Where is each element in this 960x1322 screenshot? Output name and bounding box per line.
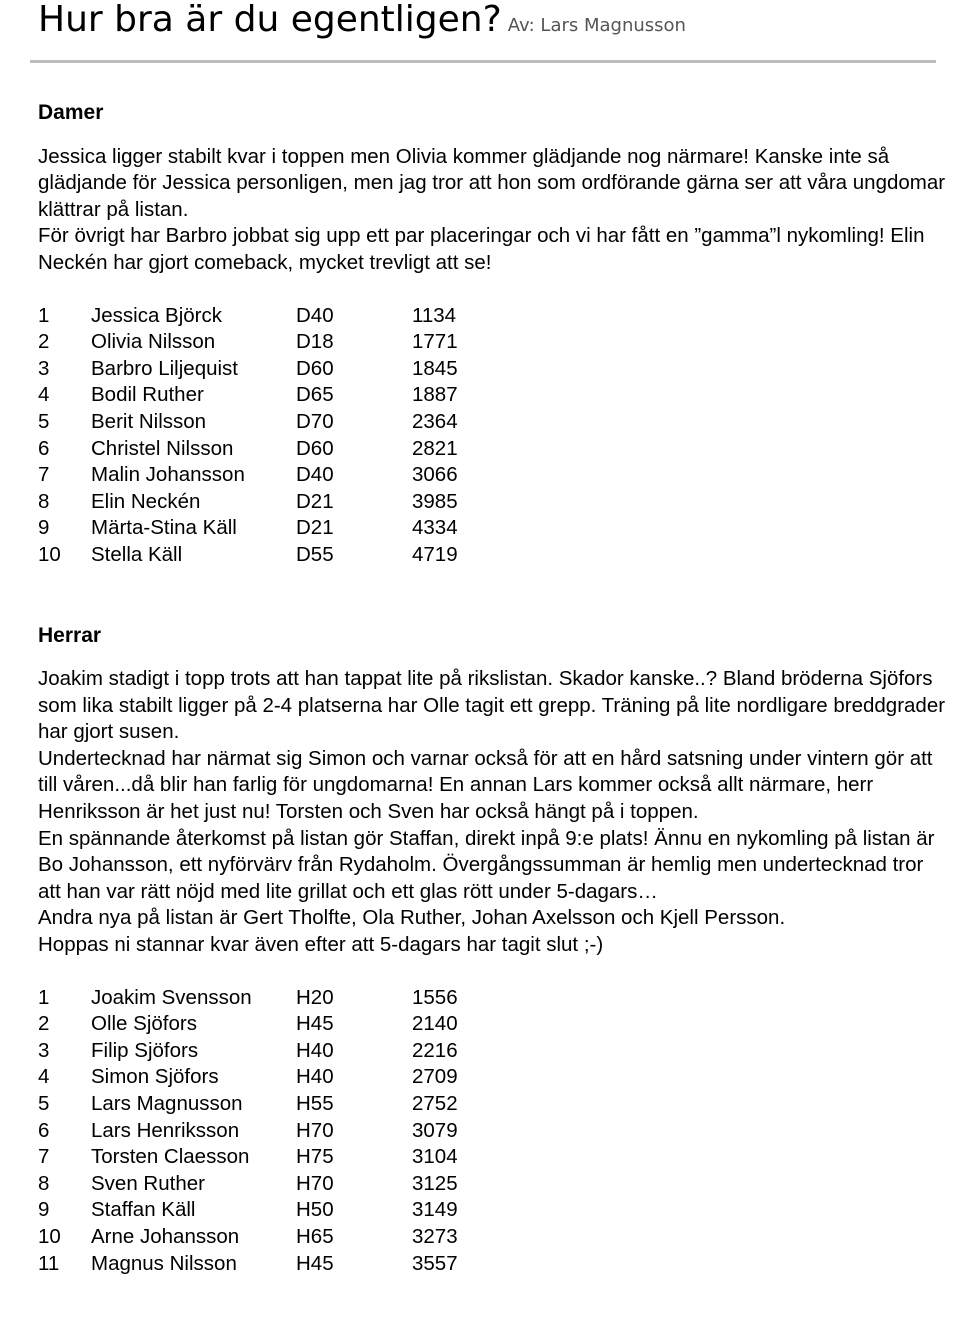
ranking-row <box>38 1064 948 1091</box>
runner-class: D18 <box>296 330 334 354</box>
ranking-row <box>38 382 948 409</box>
rank: 8 <box>38 1171 50 1195</box>
runner-name: Stella Käll <box>91 542 183 566</box>
herrar-paragraph: Hoppas ni stannar kvar även efter att 5-dagars har tagit slut ;-) <box>38 933 604 957</box>
rank: 7 <box>38 463 50 487</box>
ranking-row <box>38 1011 948 1038</box>
damer-paragraph: Jessica ligger stabilt kvar i toppen men Olivia kommer glädjande nog närmare! Kanske inte så glädjande för Jessica personligen, men jag tror att hon som ordförande gärna ser att våra ungdomar klättrar på listan. <box>38 144 946 221</box>
runner-name: Lars Henriksson <box>91 1118 240 1142</box>
runner-class: H55 <box>296 1092 334 1115</box>
ranking-row <box>38 462 948 489</box>
rank: 2 <box>38 1012 50 1036</box>
rank: 3 <box>38 1038 50 1062</box>
herrar-paragraph: En spännande återkomst på listan gör Staffan, direkt inpå 9:e plats! Ännu en nykomling på listan är Bo Johansson, ett nyförvärv från Rydaholm. Övergångssumman är hemlig men undertecknad tror att han var rätt nöjd med lite grillat och ett glas rött under 5-dagars… <box>38 826 935 903</box>
runner-points: 2709 <box>412 1065 458 1089</box>
ranking-row <box>38 1091 948 1118</box>
runner-points: 3125 <box>412 1171 458 1195</box>
runner-class: D40 <box>296 463 334 487</box>
runner-points: 4719 <box>412 542 458 566</box>
runner-class: D21 <box>296 489 334 513</box>
page-header <box>0 0 960 64</box>
ranking-row <box>38 515 948 542</box>
rank: 8 <box>38 489 50 513</box>
ranking-row <box>38 1171 948 1198</box>
runner-name: Staffan Käll <box>91 1198 196 1222</box>
runner-class: D40 <box>296 303 334 327</box>
spacer <box>38 569 948 623</box>
runner-class: H40 <box>296 1038 334 1062</box>
runner-class: D65 <box>296 383 334 407</box>
runner-class: H75 <box>296 1145 334 1169</box>
ranking-row <box>38 1251 948 1278</box>
runner-points: 1845 <box>412 356 458 380</box>
rank: 3 <box>38 356 50 380</box>
ranking-row <box>38 356 948 383</box>
damer-heading: Damer <box>38 101 104 124</box>
runner-name: Berit Nilsson <box>91 409 207 433</box>
runner-points: 1771 <box>412 330 458 354</box>
runner-points: 1887 <box>412 383 458 407</box>
spacer <box>38 649 948 666</box>
runner-name: Lars Magnusson <box>91 1092 243 1115</box>
rank: 5 <box>38 1092 50 1115</box>
ranking-row <box>38 1224 948 1251</box>
runner-name: Christel Nilsson <box>91 436 234 460</box>
rank: 4 <box>38 1065 50 1089</box>
damer-ranking-list <box>38 303 948 569</box>
ranking-row <box>38 489 948 516</box>
ranking-row <box>38 436 948 463</box>
rank: 4 <box>38 383 50 407</box>
runner-class: H20 <box>296 985 334 1009</box>
herrar-section <box>38 623 948 1278</box>
article-body <box>38 100 948 1277</box>
runner-class: H45 <box>296 1251 334 1275</box>
runner-name: Malin Johansson <box>91 463 245 487</box>
runner-class: H70 <box>296 1118 334 1142</box>
runner-points: 3273 <box>412 1224 458 1248</box>
rank: 10 <box>38 542 61 566</box>
rank: 2 <box>38 330 50 354</box>
runner-class: D60 <box>296 356 334 380</box>
runner-points: 2140 <box>412 1012 458 1036</box>
runner-class: H50 <box>296 1198 334 1222</box>
runner-points: 2364 <box>412 409 458 433</box>
herrar-paragraph: Joakim stadigt i topp trots att han tappat lite på rikslistan. Skador kanske..? Bland bröderna Sjöfors som lika stabilt ligger på 2-4 platserna har Olle tagit ett grepp. Träning på lite nordligare breddgrader har gjort susen. <box>38 667 946 744</box>
runner-points: 3557 <box>412 1251 458 1275</box>
runner-points: 2216 <box>412 1038 458 1062</box>
runner-class: H40 <box>296 1065 334 1089</box>
runner-name: Torsten Claesson <box>91 1145 250 1169</box>
byline: Av: Lars Magnusson <box>507 15 686 36</box>
runner-class: H65 <box>296 1224 334 1248</box>
runner-name: Olle Sjöfors <box>91 1012 197 1036</box>
runner-name: Märta-Stina Käll <box>91 516 237 540</box>
runner-name: Barbro Liljequist <box>91 356 238 380</box>
runner-class: H45 <box>296 1012 334 1036</box>
runner-points: 3079 <box>412 1118 458 1142</box>
ranking-row <box>38 1144 948 1171</box>
ranking-row <box>38 329 948 356</box>
page-title: Hur bra är du egentligen? <box>38 0 502 40</box>
rank: 7 <box>38 1145 50 1169</box>
runner-points: 3104 <box>412 1145 458 1169</box>
ranking-row <box>38 542 948 569</box>
runner-points: 2821 <box>412 436 458 460</box>
runner-name: Bodil Ruther <box>91 383 204 407</box>
ranking-row <box>38 1197 948 1224</box>
runner-points: 3985 <box>412 489 458 513</box>
ranking-row <box>38 409 948 436</box>
ranking-row <box>38 303 948 330</box>
herrar-ranking-list <box>38 985 948 1278</box>
damer-section <box>38 100 948 569</box>
herrar-paragraph: Andra nya på listan är Gert Tholfte, Ola Ruther, Johan Axelsson och Kjell Persson. <box>38 906 786 930</box>
runner-class: D60 <box>296 436 334 460</box>
ranking-row <box>38 985 948 1012</box>
rank: 11 <box>38 1251 60 1275</box>
runner-points: 3066 <box>412 463 458 487</box>
rank: 6 <box>38 1118 50 1142</box>
runner-name: Simon Sjöfors <box>91 1065 219 1089</box>
runner-name: Olivia Nilsson <box>91 330 216 354</box>
runner-points: 1556 <box>412 985 458 1009</box>
ranking-row <box>38 1118 948 1145</box>
runner-name: Arne Johansson <box>91 1224 240 1248</box>
page-title-line <box>38 0 686 46</box>
runner-points: 2752 <box>412 1092 458 1115</box>
runner-name: Elin Neckén <box>91 489 201 513</box>
spacer <box>38 127 948 144</box>
damer-paragraph: För övrigt har Barbro jobbat sig upp ett par placeringar och vi har fått en ”gamma”l nykomling! Elin Neckén har gjort comeback, mycket trevligt att se! <box>38 224 925 274</box>
runner-class: H70 <box>296 1171 334 1195</box>
runner-points: 3149 <box>412 1198 458 1222</box>
runner-points: 4334 <box>412 516 458 540</box>
runner-name: Jessica Björck <box>91 303 223 327</box>
rank: 1 <box>38 303 50 327</box>
rank: 1 <box>38 985 50 1009</box>
runner-name: Joakim Svensson <box>91 985 252 1009</box>
runner-name: Sven Ruther <box>91 1171 205 1195</box>
rank: 6 <box>38 436 50 460</box>
runner-name: Filip Sjöfors <box>91 1038 199 1062</box>
spacer <box>38 959 948 985</box>
runner-class: D21 <box>296 516 334 540</box>
runner-class: D55 <box>296 542 334 566</box>
rank: 9 <box>38 516 50 540</box>
herrar-heading: Herrar <box>38 623 102 647</box>
runner-points: 1134 <box>412 303 457 327</box>
rank: 9 <box>38 1198 50 1222</box>
herrar-paragraph: Undertecknad har närmat sig Simon och varnar också för att en hård satsning under vintern gör att till våren...då blir han farlig för ungdomarna! En annan Lars kommer också allt närmare, herr Henriksson är het just nu! Torsten och Sven har också hängt på i toppen. <box>38 746 933 824</box>
rank: 10 <box>38 1224 61 1248</box>
spacer <box>38 277 948 303</box>
ranking-row <box>38 1038 948 1065</box>
runner-name: Magnus Nilsson <box>91 1251 237 1275</box>
rank: 5 <box>38 409 50 433</box>
header-divider <box>30 60 936 63</box>
runner-class: D70 <box>296 409 334 433</box>
